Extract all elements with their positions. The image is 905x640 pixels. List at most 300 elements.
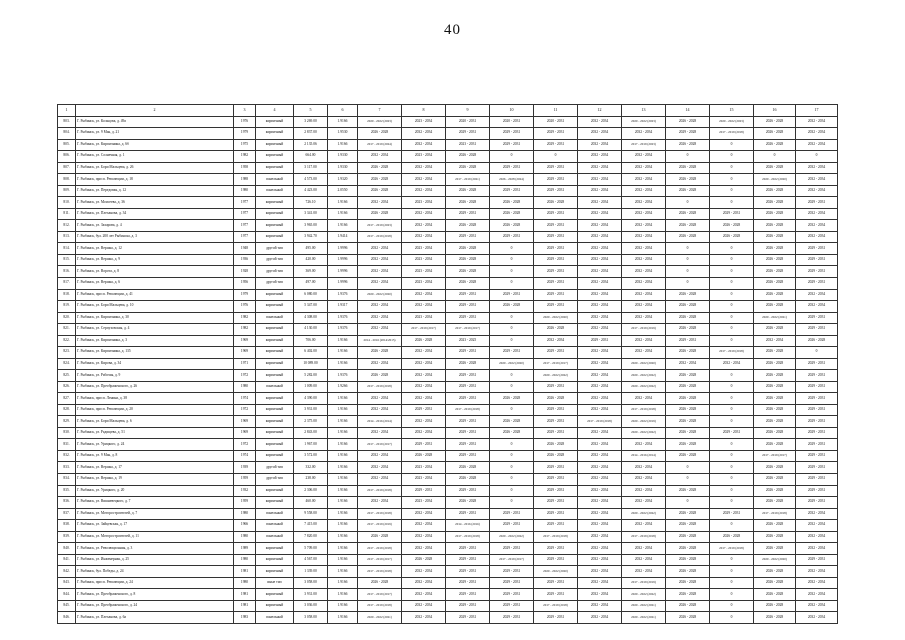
table-cell: 2029 - 2031 [534, 462, 578, 474]
table-cell: 2032 - 2034 [358, 404, 402, 416]
table-cell: 2 375.00 [294, 416, 328, 428]
table-cell: 2026 - 2028 [754, 128, 796, 140]
table-cell: 2029 - 2031 [796, 312, 838, 324]
table-cell: кирпичный [256, 358, 294, 370]
table-cell: 2026 - 2028 [358, 162, 402, 174]
table-cell: 1928 [234, 266, 256, 278]
table-cell: 2032 - 2034 [578, 370, 622, 382]
table-cell: 2029 - 2031 [534, 128, 578, 140]
table-cell: 0 [490, 474, 534, 486]
table-cell: 0 [666, 243, 710, 255]
table-cell: 2029 - 2031 [490, 289, 534, 301]
table-cell: 2029 - 2031 [796, 554, 838, 566]
table-cell: 1980 [234, 508, 256, 520]
table-cell: 0 [710, 174, 754, 186]
table-cell: другой тип [256, 254, 294, 266]
table-cell: 2032 - 2034 [796, 577, 838, 589]
table-cell: 2020 - 2022 (2021) [622, 600, 666, 612]
table-cell: 1.9166 [328, 139, 358, 151]
table-cell: 2029 - 2031 [796, 254, 838, 266]
table-cell: 2032 - 2034 [358, 393, 402, 405]
table-cell: 2029 - 2031 [796, 358, 838, 370]
table-cell: 2032 - 2034 [622, 566, 666, 578]
table-cell: 2032 - 2034 [402, 162, 446, 174]
table-cell: 1.9166 [328, 197, 358, 209]
table-cell: 2023 - 2034 [402, 462, 446, 474]
table-row [58, 220, 838, 232]
table-cell: 1.9317 [328, 301, 358, 313]
address-cell: Г. Рыбинск, ул. Моторостроителей, д. 11 [76, 531, 234, 543]
table-cell: 1.9996 [328, 243, 358, 255]
row-number: 825. [58, 370, 76, 382]
table-cell: 4 130.00 [294, 324, 328, 336]
table-cell: 2026 - 2028 [666, 231, 710, 243]
table-cell: 2032 - 2034 [402, 128, 446, 140]
table-cell: 2032 - 2034 [622, 485, 666, 497]
table-row [58, 231, 838, 243]
table-cell: 2023 - 2034 [402, 243, 446, 255]
table-cell: 1981 [234, 600, 256, 612]
table-cell: 2026 - 2028 [490, 416, 534, 428]
table-cell: 2032 - 2034 [622, 185, 666, 197]
table-cell: 2032 - 2034 [578, 600, 622, 612]
table-cell: 2032 - 2034 [402, 358, 446, 370]
table-cell: 2026 - 2028 [446, 358, 490, 370]
row-number: 808. [58, 174, 76, 186]
table-cell: 332.00 [294, 462, 328, 474]
table-cell: 1.9996 [328, 277, 358, 289]
table-cell: 0 [710, 254, 754, 266]
table-cell: 2017 - 2019 (2019) [622, 577, 666, 589]
table-cell: 2026 - 2028 [446, 162, 490, 174]
table-cell: 2020 - 2022 (2020) [358, 289, 402, 301]
table-cell: 0 [710, 266, 754, 278]
table-cell: 2029 - 2031 [446, 128, 490, 140]
table-cell: 3 269.00 [294, 116, 328, 128]
address-cell: Г. Рыбинск, ул. Урицкого, д. 24 [76, 439, 234, 451]
table-cell: 2026 - 2028 [754, 277, 796, 289]
table-cell: панельный [256, 520, 294, 532]
table-cell: 2032 - 2034 [402, 508, 446, 520]
table-cell: 2032 - 2034 [622, 439, 666, 451]
table-cell: 3 341.00 [294, 208, 328, 220]
table-cell: 2029 - 2031 [710, 208, 754, 220]
table-cell: 2032 - 2034 [402, 416, 446, 428]
table-cell: кирпичный [256, 589, 294, 601]
table-cell: 2029 - 2031 [534, 174, 578, 186]
table-row [58, 427, 838, 439]
row-number: 813. [58, 231, 76, 243]
table-cell: 2029 - 2031 [446, 612, 490, 624]
table-cell: 1.9376 [328, 312, 358, 324]
address-cell: Г. Рыбинск, ул. Передовая, д. 12 [76, 185, 234, 197]
table-cell: 1969 [234, 347, 256, 359]
table-cell: 2020 - 2022 (2022) [534, 370, 578, 382]
row-number: 814. [58, 243, 76, 255]
table-cell: 4 423.00 [294, 185, 328, 197]
table-cell: 0 [666, 462, 710, 474]
table-cell: 2026 - 2028 [754, 197, 796, 209]
table-cell: 2032 - 2034 [402, 393, 446, 405]
table-cell: 2017 - 2019 (2018) [358, 485, 402, 497]
column-number: 10 [490, 105, 534, 117]
table-cell: 2032 - 2034 [402, 347, 446, 359]
table-row [58, 462, 838, 474]
row-number: 817. [58, 277, 76, 289]
table-cell: 2026 - 2028 [490, 393, 534, 405]
table-row [58, 266, 838, 278]
table-cell: 2029 - 2031 [446, 347, 490, 359]
table-cell: панельный [256, 312, 294, 324]
table-cell: кирпичный [256, 220, 294, 232]
table-cell: 2023 - 2034 [402, 474, 446, 486]
address-cell: Г. Рыбинск, ул. Вершка, д. 6 [76, 277, 234, 289]
table-cell: 2017 - 2019 (2018) [358, 231, 402, 243]
table-cell: 2026 - 2028 [754, 520, 796, 532]
table-cell: 0 [710, 243, 754, 255]
table-cell: 2032 - 2034 [622, 497, 666, 509]
table-cell: 1982 [234, 324, 256, 336]
column-number: 14 [666, 105, 710, 117]
table-cell: 2029 - 2031 [534, 485, 578, 497]
table-cell: 2026 - 2028 [754, 404, 796, 416]
row-number: 803. [58, 116, 76, 128]
table-cell: 2029 - 2031 [490, 162, 534, 174]
table-cell: 2029 - 2031 [490, 128, 534, 140]
table-cell: 369.00 [294, 266, 328, 278]
table-cell: 2032 - 2034 [578, 301, 622, 313]
table-cell: 2029 - 2031 [796, 393, 838, 405]
table-cell: 0 [490, 497, 534, 509]
table-cell: 2029 - 2031 [446, 231, 490, 243]
address-cell: Г. Рыбинск, ул. Кирпичника, д. 30 [76, 312, 234, 324]
table-cell: 4 573.00 [294, 174, 328, 186]
table-cell: 2029 - 2031 [490, 589, 534, 601]
table-row [58, 335, 838, 347]
table-cell: 2032 - 2034 [796, 231, 838, 243]
table-cell: 2029 - 2031 [534, 185, 578, 197]
table-cell: 0 [710, 600, 754, 612]
table-cell: 2029 - 2031 [534, 347, 578, 359]
table-row [58, 208, 838, 220]
table-cell: 2029 - 2031 [446, 416, 490, 428]
table-cell: 2020 - 2022 (2022) [622, 589, 666, 601]
table-cell: 2026 - 2028 [666, 589, 710, 601]
table-cell: 2029 - 2031 [446, 301, 490, 313]
table-cell: 2029 - 2031 [796, 277, 838, 289]
table-cell: панельный [256, 174, 294, 186]
address-cell: Г. Рыбинск, ул. Преображенского, д. 8 [76, 589, 234, 601]
table-cell: 1972 [234, 439, 256, 451]
table-cell: 2020 - 2022 (2022) [622, 381, 666, 393]
table-cell: 2026 - 2028 [446, 220, 490, 232]
table-cell: 1981 [234, 589, 256, 601]
table-cell: 1.9166 [328, 554, 358, 566]
table-cell: 4 390.00 [294, 393, 328, 405]
column-number: 4 [256, 105, 294, 117]
table-cell: 2029 - 2031 [796, 266, 838, 278]
table-cell: 2032 - 2034 [622, 174, 666, 186]
table-cell: кирпичный [256, 450, 294, 462]
table-cell: 2026 - 2028 [666, 347, 710, 359]
table-cell: 2 306.00 [294, 485, 328, 497]
address-cell: Г. Рыбинск, ул. Захарова, д. 4 [76, 220, 234, 232]
row-number: 820. [58, 312, 76, 324]
table-cell: 0 [710, 277, 754, 289]
table-cell: другой тип [256, 277, 294, 289]
table-cell: 1956 [234, 277, 256, 289]
table-cell: кирпичный [256, 162, 294, 174]
table-cell: 4 308.00 [294, 312, 328, 324]
table-cell: кирпичный [256, 370, 294, 382]
table-cell: 2017 - 2019 (2018) [358, 566, 402, 578]
table-cell: 0 [490, 370, 534, 382]
table-cell: 2032 - 2034 [622, 289, 666, 301]
table-cell: 0 [710, 577, 754, 589]
table-cell: 2026 - 2028 [666, 543, 710, 555]
table-cell: 2026 - 2028 [754, 474, 796, 486]
table-cell: 495.00 [294, 243, 328, 255]
table-cell: 2017 - 2019 (2018) [578, 416, 622, 428]
table-cell: 0 [490, 266, 534, 278]
table-cell: 2026 - 2028 [754, 577, 796, 589]
table-cell: 2017 - 2019 (2018) [710, 128, 754, 140]
table-cell: 2032 - 2034 [622, 520, 666, 532]
table-cell: 2029 - 2031 [446, 312, 490, 324]
table-cell: 2032 - 2034 [534, 335, 578, 347]
table-cell: 1.9166 [328, 577, 358, 589]
table-cell: 2029 - 2031 [710, 427, 754, 439]
table-cell: 2032 - 2034 [622, 128, 666, 140]
row-number: 809. [58, 185, 76, 197]
table-cell: 2026 - 2028 [754, 531, 796, 543]
table-cell: 2026 - 2028 [490, 197, 534, 209]
table-cell: 2032 - 2034 [578, 312, 622, 324]
table-cell: 2026 - 2028 [446, 474, 490, 486]
table-cell: 1980 [234, 185, 256, 197]
table-cell: 2017 - 2019 (2017) [358, 554, 402, 566]
table-cell: 2032 - 2034 [402, 566, 446, 578]
address-cell: Г. Рыбинск, ул. 9 Мая, д. 8 [76, 450, 234, 462]
table-cell: кирпичный [256, 416, 294, 428]
table-cell: 2026 - 2028 [754, 485, 796, 497]
table-cell: 2017 - 2019 (2017) [446, 324, 490, 336]
table-cell: 1932 [234, 485, 256, 497]
table-cell: 2032 - 2034 [402, 520, 446, 532]
table-cell: 2032 - 2034 [578, 231, 622, 243]
table-cell: 2029 - 2031 [490, 508, 534, 520]
table-cell: 0 [710, 416, 754, 428]
table-row [58, 497, 838, 509]
table-cell: 2026 - 2028 [754, 347, 796, 359]
table-cell: 2026 - 2028 [754, 220, 796, 232]
table-cell: 0 [710, 312, 754, 324]
table-cell: 2017 - 2019 (2021) [446, 174, 490, 186]
table-cell: 2032 - 2034 [578, 243, 622, 255]
address-cell: Г. Рыбинск, ул. Революционная, д. 3 [76, 543, 234, 555]
table-row [58, 128, 838, 140]
table-cell: 2026 - 2028 [666, 370, 710, 382]
table-cell: 2026 - 2028 [666, 312, 710, 324]
table-cell: 2 135.06 [294, 139, 328, 151]
table-cell: кирпичный [256, 497, 294, 509]
table-cell: 0 [490, 404, 534, 416]
table-cell: 2029 - 2031 [402, 404, 446, 416]
table-cell: 2017 - 2019 (2023) [622, 139, 666, 151]
table-cell: 2032 - 2034 [578, 543, 622, 555]
table-cell: 2032 - 2034 [578, 151, 622, 163]
table-cell: 2026 - 2028 [534, 450, 578, 462]
table-cell: 2026 - 2028 [358, 531, 402, 543]
table-cell: 2020 - 2022 (2020) [754, 174, 796, 186]
table-cell: 0 [710, 289, 754, 301]
table-cell: 0 [534, 151, 578, 163]
table-cell: кирпичный [256, 393, 294, 405]
table-cell: кирпичный [256, 116, 294, 128]
table-cell: 2026 - 2028 [534, 439, 578, 451]
table-cell: 2032 - 2034 [402, 220, 446, 232]
table-cell: 2029 - 2031 [796, 404, 838, 416]
table-cell: 2029 - 2031 [446, 289, 490, 301]
table-cell: 2026 - 2028 [446, 185, 490, 197]
table-cell: 0 [710, 439, 754, 451]
table-cell: 5 709.00 [294, 543, 328, 555]
table-cell: 2026 - 2028 [490, 208, 534, 220]
table-row [58, 531, 838, 543]
table-cell: 2020 - 2022 (2021) [622, 612, 666, 624]
table-cell: 1977 [234, 220, 256, 232]
table-cell: 2032 - 2034 [358, 301, 402, 313]
table-cell: 2017 - 2019 (2018) [358, 543, 402, 555]
table-cell: 2032 - 2034 [358, 324, 402, 336]
table-cell: 2029 - 2031 [446, 450, 490, 462]
table-row [58, 139, 838, 151]
table-cell: 0 [490, 335, 534, 347]
address-cell: Г. Рыбинск, ул. Бори Мальцева, д. 10 [76, 301, 234, 313]
table-cell: 2029 - 2031 [446, 381, 490, 393]
table-cell: 2026 - 2028 [754, 162, 796, 174]
row-number: 807. [58, 162, 76, 174]
table-cell: 1.9330 [328, 162, 358, 174]
address-cell: Г. Рыбинск, ул. Ворота, д. 8 [76, 266, 234, 278]
table-cell: 2029 - 2031 [490, 543, 534, 555]
address-cell: Г. Рыбинск, ул. Моторостроителей, д. 7 [76, 508, 234, 520]
table-cell: 2029 - 2031 [534, 139, 578, 151]
table-row [58, 612, 838, 624]
table-cell: кирпичный [256, 600, 294, 612]
table-cell: 2032 - 2034 [622, 208, 666, 220]
row-number: 822. [58, 335, 76, 347]
table-cell: 2020 - 2022 (2022) [490, 531, 534, 543]
table-cell: 2017 - 2019 (2017) [754, 450, 796, 462]
table-cell: 2029 - 2031 [796, 427, 838, 439]
table-cell: кирпичный [256, 301, 294, 313]
table-cell: 0 [796, 347, 838, 359]
table-cell: 2029 - 2031 [402, 439, 446, 451]
table-cell: 2017 - 2019 (2019) [358, 520, 402, 532]
table-cell: 2032 - 2034 [578, 427, 622, 439]
table-cell: 2026 - 2028 [754, 289, 796, 301]
table-cell: 2023 - 2034 [402, 254, 446, 266]
table-cell: 1.9166 [328, 543, 358, 555]
table-cell: 2032 - 2034 [796, 289, 838, 301]
table-cell: 1.9376 [328, 370, 358, 382]
address-cell: Г. Рыбинск, ул. Вершка, д. 19 [76, 474, 234, 486]
table-row [58, 197, 838, 209]
table-cell: 2017 - 2019 (2018) [534, 600, 578, 612]
page-number: 40 [444, 22, 461, 38]
table-cell: 2032 - 2034 [622, 243, 666, 255]
table-cell: 2029 - 2031 [534, 243, 578, 255]
table-row [58, 450, 838, 462]
row-number: 805. [58, 139, 76, 151]
table-cell: 2017 - 2019 (2018) [710, 347, 754, 359]
table-cell: 2017 - 2019 (2017) [534, 358, 578, 370]
table-cell: 0 [710, 520, 754, 532]
row-number: 841. [58, 554, 76, 566]
table-cell: 2029 - 2031 [490, 347, 534, 359]
table-cell: 0 [710, 485, 754, 497]
table-cell: кирпичный [256, 128, 294, 140]
table-cell: 1 339.00 [294, 566, 328, 578]
table-cell: 2026 - 2028 [666, 404, 710, 416]
table-cell: 2032 - 2034 [796, 116, 838, 128]
table-cell: 4 567.00 [294, 554, 328, 566]
table-cell: 5 347.00 [294, 301, 328, 313]
table-cell: 2029 - 2031 [446, 589, 490, 601]
table-cell: 2026 - 2028 [796, 335, 838, 347]
table-cell: 2026 - 2028 [446, 254, 490, 266]
address-cell: Г. Рыбинск, ул. Радищева, д. 51 [76, 427, 234, 439]
table-cell: 2032 - 2034 [402, 289, 446, 301]
table-cell: 1959 [234, 497, 256, 509]
table-cell: 2029 - 2031 [402, 485, 446, 497]
column-number: 7 [358, 105, 402, 117]
table-cell: 2026 - 2028 [754, 416, 796, 428]
table-cell: 2032 - 2034 [578, 554, 622, 566]
table-cell: 2029 - 2031 [796, 324, 838, 336]
table-cell: 1.9166 [328, 612, 358, 624]
table-cell: 2023 - 2025 [446, 335, 490, 347]
schedule-table-grid [57, 104, 838, 624]
table-cell: 2032 - 2034 [754, 335, 796, 347]
table-row [58, 185, 838, 197]
table-cell: 1976 [234, 301, 256, 313]
table-row [58, 589, 838, 601]
table-cell: 726.10 [294, 197, 328, 209]
table-cell: 2032 - 2034 [796, 531, 838, 543]
table-cell: 2032 - 2034 [578, 358, 622, 370]
table-cell: 2023 - 2034 [402, 116, 446, 128]
table-cell: 2026 - 2028 [754, 301, 796, 313]
table-cell: 2026 - 2028 [666, 381, 710, 393]
table-cell: 2020 - 2031 [534, 116, 578, 128]
table-cell: 2026 - 2028 [666, 116, 710, 128]
table-cell: 1.9166 [328, 347, 358, 359]
table-cell: другой тип [256, 243, 294, 255]
table-cell: 2026 - 2028 [754, 427, 796, 439]
table-cell: 2032 - 2034 [578, 174, 622, 186]
table-cell: 2026 - 2028 [666, 450, 710, 462]
address-cell: Г. Рыбинск, ул. Кирпичника, д. 6б [76, 139, 234, 151]
table-cell: 1969 [234, 427, 256, 439]
table-cell: 1.9996 [328, 254, 358, 266]
table-cell: 2029 - 2031 [490, 520, 534, 532]
table-cell: 1958 [234, 162, 256, 174]
table-cell: 2032 - 2034 [578, 497, 622, 509]
table-cell: 2023 - 2034 [402, 151, 446, 163]
table-cell: 2029 - 2031 [796, 497, 838, 509]
